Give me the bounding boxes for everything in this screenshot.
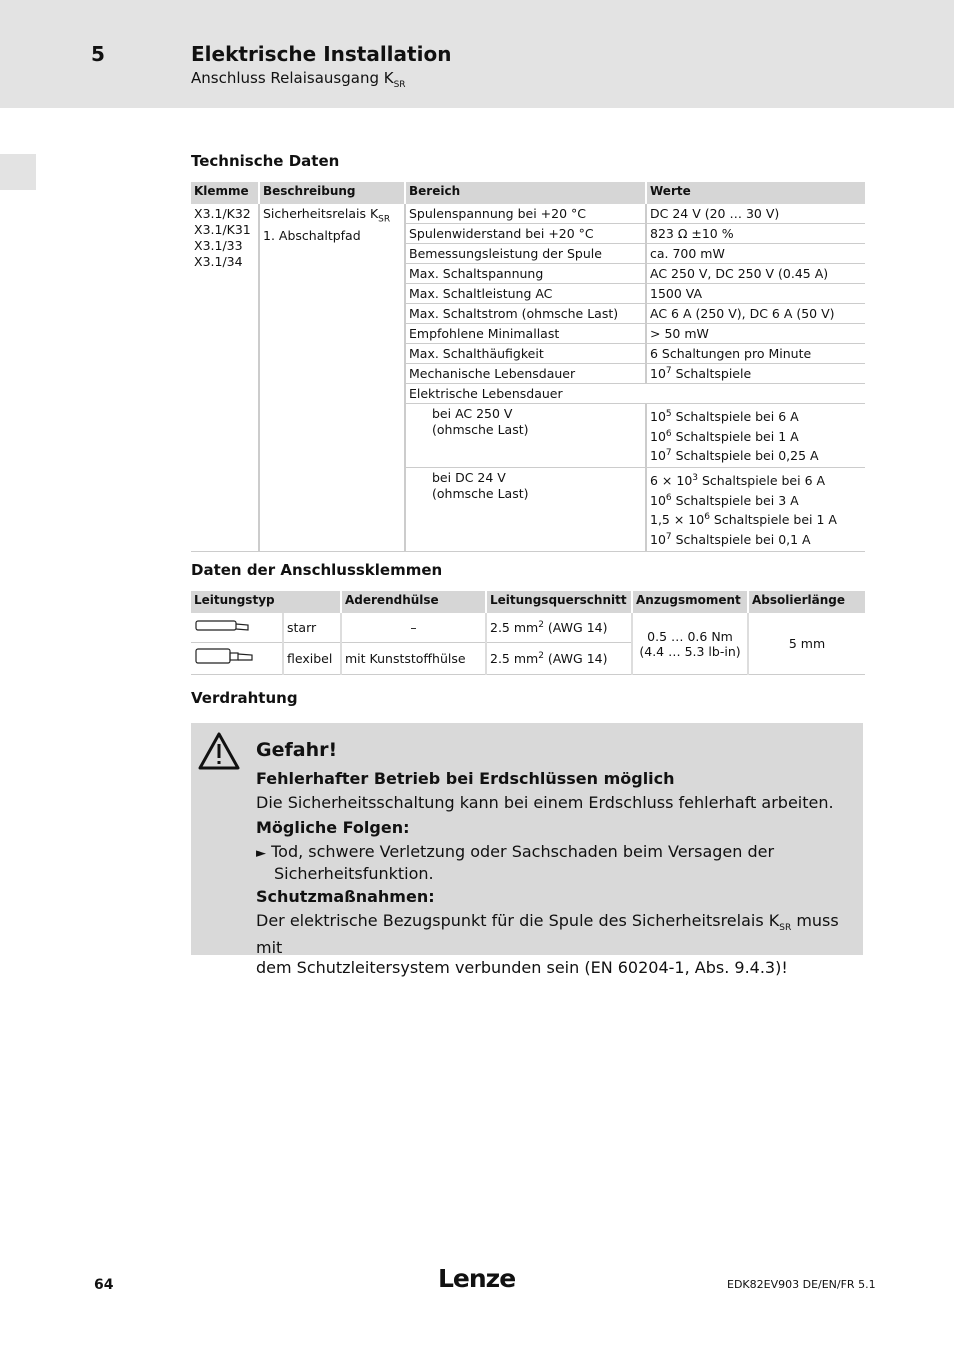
table-header-row: [191, 591, 865, 613]
chapter-subtitle: Anschluss Relaisausgang $K_{SR}$: [191, 69, 406, 90]
measures-label: Schutzmaßnahmen:: [256, 887, 435, 906]
technical-data-table: [191, 182, 865, 552]
wire-type: starr: [283, 613, 341, 643]
section-heading-technische-daten: Technische Daten: [191, 152, 340, 170]
bereich-cell: Mechanische Lebensdauer: [405, 364, 646, 384]
bereich-cell: Elektrische Lebensdauer: [405, 384, 865, 404]
wire-type: flexibel: [283, 643, 341, 675]
col-beschreibung: Beschreibung: [259, 182, 405, 204]
section-heading-verdrahtung: Verdrahtung: [191, 689, 298, 707]
warning-subtitle: Fehlerhafter Betrieb bei Erdschlüssen möglich: [256, 769, 675, 788]
col-leitungsquerschnitt: Leitungsquerschnitt: [486, 591, 632, 613]
measures-text: Der elektrische Bezugspunkt für die Spule des Sicherheitsrelais $K_{SR}$ muss mit dem Schutzleitersystem verbunden sein (EN 60204-1, Abs. 9.4.3)!: [256, 911, 839, 978]
col-bereich: Bereich: [405, 182, 646, 204]
consequences-label: Mögliche Folgen:: [256, 818, 410, 837]
dc-values-cell: $6 \times 10^3$ Schaltspiele bei 6 A $10^6$ Schaltspiele bei 3 A $1,5 \times 10^6$ Schaltspiele bei 1 A $10^7$ Schaltspiele bei 0,1 A: [646, 468, 865, 552]
warning-text: Die Sicherheitsschaltung kann bei einem Erdschluss fehlerhaft arbeiten.: [256, 793, 834, 812]
warning-title: Gefahr!: [256, 739, 338, 761]
col-anzugsmoment: Anzugsmoment: [632, 591, 748, 613]
rigid-wire-icon: [191, 613, 283, 643]
page-header: [0, 0, 954, 108]
klemme-cell: X3.1/K32 X3.1/K31 X3.1/33 X3.1/34: [191, 204, 259, 551]
table-row: [191, 613, 865, 643]
werte-cell: $10^7$ Schaltspiele: [646, 364, 865, 384]
dc-label-cell: bei DC 24 V (ohmsche Last): [405, 468, 646, 552]
side-tab-marker: [0, 154, 36, 190]
werte-cell: 823 Ω ±10 %: [646, 224, 865, 244]
bereich-cell: Spulenwiderstand bei +20 °C: [405, 224, 646, 244]
beschreibung-cell: Sicherheitsrelais $K_{SR}$ 1. Abschaltpfad: [259, 204, 405, 551]
werte-cell: AC 250 V, DC 250 V (0.45 A): [646, 264, 865, 284]
lenze-logo: Lenze: [438, 1264, 516, 1293]
section-heading-anschlussklemmen: Daten der Anschlussklemmen: [191, 561, 443, 579]
werte-cell: AC 6 A (250 V), DC 6 A (50 V): [646, 304, 865, 324]
werte-cell: DC 24 V (20 … 30 V): [646, 204, 865, 224]
col-klemme: Klemme: [191, 182, 259, 204]
col-werte: Werte: [646, 182, 865, 204]
werte-cell: 6 Schaltungen pro Minute: [646, 344, 865, 364]
bullet-arrow-icon: ►: [256, 846, 266, 861]
col-leitungstyp: Leitungstyp: [191, 591, 341, 613]
ac-label-cell: bei AC 250 V (ohmsche Last): [405, 404, 646, 468]
ac-values-cell: $10^5$ Schaltspiele bei 6 A $10^6$ Schaltspiele bei 1 A $10^7$ Schaltspiele bei 0,25 A: [646, 404, 865, 468]
flexible-wire-icon: [191, 643, 283, 675]
warning-triangle-icon: [197, 731, 241, 775]
cross-section: 2.5 $mm^2$ (AWG 14): [486, 613, 632, 643]
bereich-cell: Max. Schalthäufigkeit: [405, 344, 646, 364]
bereich-cell: Max. Schaltspannung: [405, 264, 646, 284]
bereich-cell: Bemessungsleistung der Spule: [405, 244, 646, 264]
bereich-cell: Spulenspannung bei +20 °C: [405, 204, 646, 224]
document-id: EDK82EV903 DE/EN/FR 5.1: [727, 1278, 876, 1291]
terminal-data-table: [191, 591, 865, 675]
table-row: [191, 204, 865, 224]
ferrule: mit Kunststoffhülse: [341, 643, 486, 675]
chapter-title: Elektrische Installation: [191, 42, 452, 66]
werte-cell: ca. 700 mW: [646, 244, 865, 264]
consequence-bullet: ► Tod, schwere Verletzung oder Sachschaden beim Versagen der Sicherheitsfunktion.: [256, 842, 775, 883]
cross-section: 2.5 $mm^2$ (AWG 14): [486, 643, 632, 675]
col-absolierlaenge: Absolierlänge: [748, 591, 865, 613]
werte-cell: > 50 mW: [646, 324, 865, 344]
werte-cell: 1500 VA: [646, 284, 865, 304]
bereich-cell: Max. Schaltstrom (ohmsche Last): [405, 304, 646, 324]
ferrule: –: [341, 613, 486, 643]
bereich-cell: Empfohlene Minimallast: [405, 324, 646, 344]
strip-length: 5 mm: [748, 613, 865, 675]
chapter-number: 5: [91, 42, 105, 66]
bereich-cell: Max. Schaltleistung AC: [405, 284, 646, 304]
torque-cell: 0.5 … 0.6 Nm (4.4 … 5.3 lb-in): [632, 613, 748, 675]
danger-warning-box: [191, 723, 863, 978]
col-aderendhuelse: Aderendhülse: [341, 591, 486, 613]
table-header-row: [191, 182, 865, 204]
page-number: 64: [94, 1277, 114, 1293]
